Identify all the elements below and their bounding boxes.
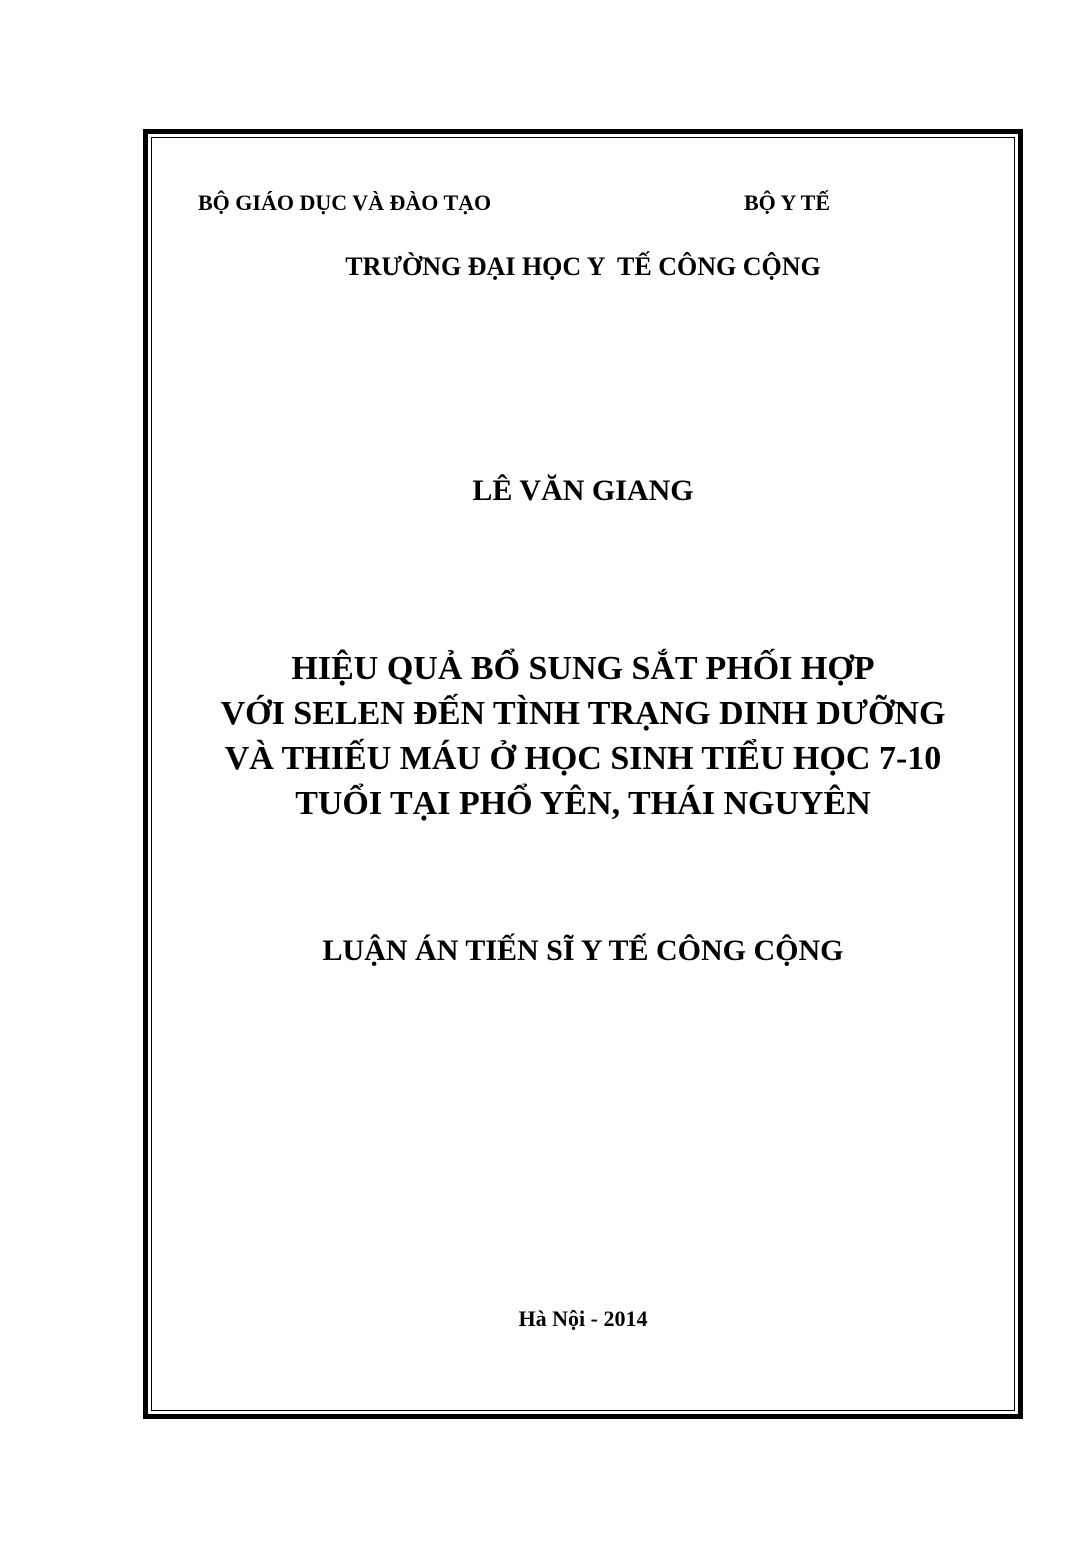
university-name: TRƯỜNG ĐẠI HỌC Y TẾ CÔNG CỘNG [345, 252, 821, 281]
thesis-title-line: VÀ THIẾU MÁU Ở HỌC SINH TIỂU HỌC 7-10 [224, 740, 942, 777]
ministry-health-heading: BỘ Y TẾ [744, 190, 830, 215]
place-and-date: Hà Nội - 2014 [518, 1306, 648, 1331]
thesis-title [0, 646, 1090, 826]
ministry-education-heading: BỘ GIÁO DỤC VÀ ĐÀO TẠO [198, 190, 492, 215]
degree-type: LUẬN ÁN TIẾN SĨ Y TẾ CÔNG CỘNG [322, 934, 844, 967]
thesis-title-line: HIỆU QUẢ BỔ SUNG SẮT PHỐI HỢP [291, 650, 875, 687]
author-name: LÊ VĂN GIANG [472, 474, 694, 507]
thesis-title-line: TUỔI TẠI PHỔ YÊN, THÁI NGUYÊN [295, 785, 871, 822]
thesis-title-line: VỚI SELEN ĐẾN TÌNH TRẠNG DINH DƯỠNG [220, 695, 946, 732]
